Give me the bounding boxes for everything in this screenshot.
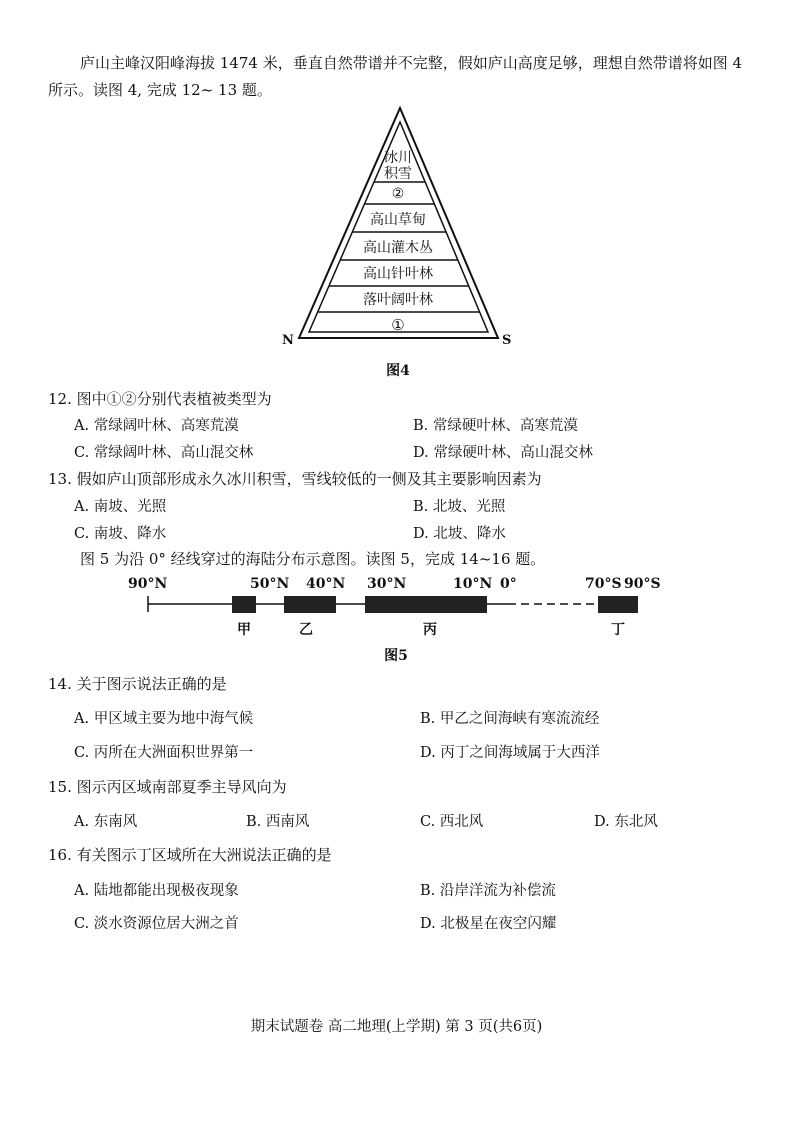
fig5-lat-70s: 70°S xyxy=(585,576,622,592)
q13-option-b: B. 北坡、光照 xyxy=(413,499,506,515)
page-footer: 期末试题卷 高二地理(上学期) 第 3 页(共6页) xyxy=(250,1019,543,1035)
q15-option-c: C. 西北风 xyxy=(420,814,484,830)
figure-4-pyramid xyxy=(270,100,520,385)
q12-option-d: D. 常绿硬叶林、高山混交林 xyxy=(413,445,593,461)
fig5-label-jia: 甲 xyxy=(237,622,251,638)
fig4-layer-5: 落叶阔叶林 xyxy=(363,292,433,308)
fig4-layer-1: ② xyxy=(391,186,405,202)
q15-option-d: D. 东北风 xyxy=(594,814,658,830)
q12-option-c: C. 常绿阔叶林、高山混交林 xyxy=(74,445,254,461)
q13-option-a: A. 南坡、光照 xyxy=(74,499,167,515)
fig5-lat-40n: 40°N xyxy=(306,576,346,592)
q16-option-c: C. 淡水资源位居大洲之首 xyxy=(74,916,239,932)
fig5-region-ding-block xyxy=(598,596,638,613)
q12-option-b: B. 常绿硬叶林、高寒荒漠 xyxy=(413,418,578,434)
question-12-stem: 12. 图中①②分别代表植被类型为 xyxy=(48,390,272,408)
q15-option-b: B. 西南风 xyxy=(246,814,310,830)
q15-option-a: A. 东南风 xyxy=(74,814,138,830)
fig4-layer-4: 高山针叶林 xyxy=(363,266,433,282)
question-13-stem: 13. 假如庐山顶部形成永久冰川积雪，雪线较低的一侧及其主要影响因素为 xyxy=(48,470,542,488)
fig4-layer-2: 高山草甸 xyxy=(370,212,426,228)
fig4-north-label: N xyxy=(282,333,294,348)
fig5-lat-50n: 50°N xyxy=(250,576,290,592)
fig5-lat-10n: 10°N xyxy=(453,576,493,592)
fig5-lat-30n: 30°N xyxy=(367,576,407,592)
q12-option-a: A. 常绿阔叶林、高寒荒漠 xyxy=(74,418,239,434)
fig4-layer-6: ① xyxy=(391,316,405,334)
q13-option-c: C. 南坡、降水 xyxy=(74,526,167,542)
fig5-caption: 图5 xyxy=(384,648,408,664)
fig5-label-bing: 丙 xyxy=(423,622,437,638)
fig4-caption: 图4 xyxy=(386,363,410,379)
fig4-layer-3: 高山灌木丛 xyxy=(363,240,433,256)
fig5-label-ding: 丁 xyxy=(611,622,625,638)
question-14-stem: 14. 关于图示说法正确的是 xyxy=(48,675,227,693)
q13-option-d: D. 北坡、降水 xyxy=(413,526,506,542)
fig5-region-jia-block xyxy=(232,596,256,613)
q16-option-b: B. 沿岸洋流为补偿流 xyxy=(420,883,556,899)
fig5-lat-90n: 90°N xyxy=(128,576,168,592)
q14-option-d: D. 丙丁之间海域属于大西洋 xyxy=(420,745,600,761)
q14-option-b: B. 甲乙之间海峡有寒流流经 xyxy=(420,711,600,727)
intro-paragraph: 庐山主峰汉阳峰海拔 1474 米，垂直自然带谱并不完整，假如庐山高度足够，理想自然带谱将如图 4 所示。读图 4, 完成 12~ 13 题。 xyxy=(48,54,743,99)
intro-paragraph-2: 图 5 为沿 0° 经线穿过的海陆分布示意图。读图 5，完成 14~16 题。 xyxy=(80,550,546,568)
question-15-stem: 15. 图示丙区域南部夏季主导风向为 xyxy=(48,778,287,796)
fig4-layer-0-line1: 冰川 xyxy=(384,150,412,166)
fig5-region-bing-block xyxy=(365,596,487,613)
q16-option-a: A. 陆地都能出现极夜现象 xyxy=(74,883,239,899)
q14-option-c: C. 丙所在大洲面积世界第一 xyxy=(74,745,254,761)
figure-5-latitude-strip xyxy=(120,572,680,667)
fig5-lat-0: 0° xyxy=(500,576,517,592)
fig5-region-yi-block xyxy=(284,596,336,613)
q14-option-a: A. 甲区域主要为地中海气候 xyxy=(74,711,254,727)
question-16-stem: 16. 有关图示丁区域所在大洲说法正确的是 xyxy=(48,846,332,864)
fig5-lat-90s: 90°S xyxy=(624,576,661,592)
fig5-label-yi: 乙 xyxy=(299,622,313,638)
fig4-south-label: S xyxy=(502,333,512,348)
q16-option-d: D. 北极星在夜空闪耀 xyxy=(420,916,557,932)
fig4-layer-0-line2: 积雪 xyxy=(384,166,412,182)
